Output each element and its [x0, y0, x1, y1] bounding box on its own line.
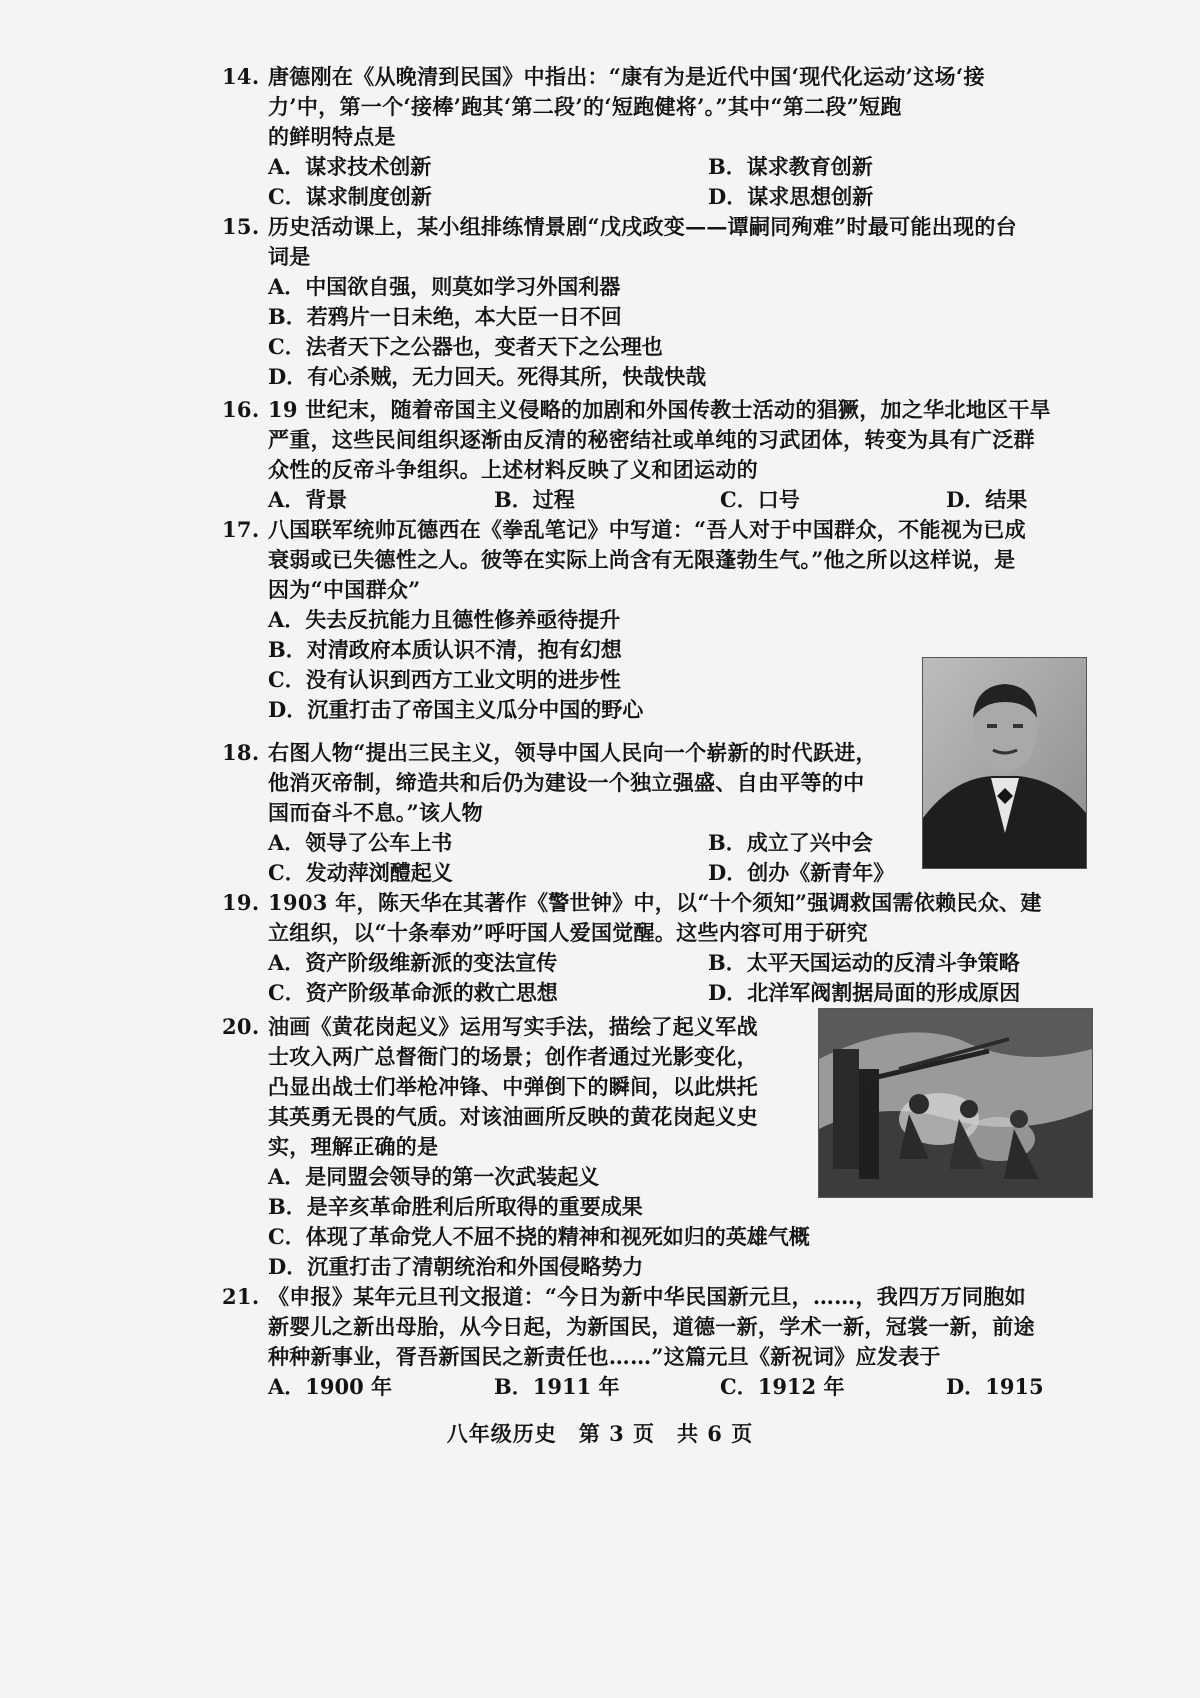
option-c: C．1912 年: [720, 1374, 845, 1399]
question-stem-line: 的鲜明特点是: [268, 124, 396, 149]
option-a: A．背景: [268, 487, 348, 512]
question-number: 16.: [222, 397, 260, 422]
option-c: C．口号: [720, 487, 800, 512]
question-stem-line: 其英勇无畏的气质。对该油画所反映的黄花岗起义史: [268, 1104, 758, 1129]
question-number: 18.: [222, 740, 260, 765]
option-a: A．是同盟会领导的第一次武装起义: [268, 1164, 600, 1189]
option-b: B．谋求教育创新: [708, 154, 873, 179]
question-stem-line: 士攻入两广总督衙门的场景；创作者通过光影变化，: [268, 1044, 758, 1069]
question-stem-line: 衰弱或已失德性之人。彼等在实际上尚含有无限蓬勃生气。”他之所以这样说，是: [268, 547, 1016, 572]
question-number: 19.: [222, 890, 260, 915]
option-a: A．失去反抗能力且德性修养亟待提升: [268, 607, 621, 632]
question-15: [222, 212, 1102, 392]
question-stem-line: 国而奋斗不息。”该人物: [268, 800, 483, 825]
option-d: D．结果: [946, 487, 1028, 512]
question-16: [222, 395, 1102, 515]
question-21: [222, 1282, 1102, 1402]
option-a: A．谋求技术创新: [268, 154, 432, 179]
option-c: C．法者天下之公器也，变者天下之公理也: [268, 334, 663, 359]
question-stem-line: 立组织，以“十条奉劝”呼吁国人爱国觉醒。这些内容可用于研究: [268, 920, 868, 945]
question-stem-line: 八国联军统帅瓦德西在《拳乱笔记》中写道：“吾人对于中国群众，不能视为已成: [268, 517, 1026, 542]
option-c: C．资产阶级革命派的救亡思想: [268, 980, 558, 1005]
question-stem-line: 唐德刚在《从晚清到民国》中指出：“康有为是近代中国‘现代化运动’这场‘接: [268, 64, 985, 89]
option-b: B．过程: [494, 487, 575, 512]
question-number: 17.: [222, 517, 260, 542]
question-19: [222, 888, 1102, 1008]
option-d: D．沉重打击了清朝统治和外国侵略势力: [268, 1254, 644, 1279]
question-stem-line: 严重，这些民间组织逐渐由反清的秘密结社或单纯的习武团体，转变为具有广泛群: [268, 427, 1035, 452]
question-14: [222, 62, 1102, 212]
question-stem-line: 众性的反帝斗争组织。上述材料反映了义和团运动的: [268, 457, 758, 482]
question-number: 15.: [222, 214, 260, 239]
option-b: B．是辛亥革命胜利后所取得的重要成果: [268, 1194, 643, 1219]
question-stem-line: 19 世纪末，随着帝国主义侵略的加剧和外国传教士活动的猖獗，加之华北地区干旱: [268, 397, 1051, 422]
question-stem-line: 1903 年，陈天华在其著作《警世钟》中，以“十个须知”强调救国需依赖民众、建: [268, 890, 1042, 915]
question-number: 14.: [222, 64, 260, 89]
question-stem-line: 力’中，第一个‘接棒’跑其‘第二段’的‘短跑健将’。”其中“第二段”短跑: [268, 94, 902, 119]
option-d: D．有心杀贼，无力回天。死得其所，快哉快哉: [268, 364, 707, 389]
question-stem-line: 历史活动课上，某小组排练情景剧“戊戌政变——谭嗣同殉难”时最可能出现的台: [268, 214, 1017, 239]
option-c: C．发动萍浏醴起义: [268, 860, 453, 885]
option-b: B．成立了兴中会: [708, 830, 873, 855]
question-stem-line: 词是: [268, 244, 311, 269]
option-b: B．1911 年: [494, 1374, 620, 1399]
question-stem-line: 实，理解正确的是: [268, 1134, 439, 1159]
option-d: D．创办《新青年》: [708, 860, 895, 885]
option-b: B．若鸦片一日未绝，本大臣一日不回: [268, 304, 622, 329]
option-a: A．1900 年: [268, 1374, 393, 1399]
option-b: B．对清政府本质认识不清，抱有幻想: [268, 637, 622, 662]
question-18: [222, 738, 922, 888]
option-a: A．中国欲自强，则莫如学习外国利器: [268, 274, 621, 299]
option-b: B．太平天国运动的反清斗争策略: [708, 950, 1020, 975]
question-stem-line: 他消灭帝制，缔造共和后仍为建设一个独立强盛、自由平等的中: [268, 770, 865, 795]
option-d: D．谋求思想创新: [708, 184, 874, 209]
question-stem-line: 因为“中国群众”: [268, 577, 421, 602]
option-c: C．谋求制度创新: [268, 184, 432, 209]
question-stem-line: 种种新事业，胥吾新国民之新责任也……”这篇元旦《新祝词》应发表于: [268, 1344, 941, 1369]
option-c: C．体现了革命党人不屈不挠的精神和视死如归的英雄气概: [268, 1224, 810, 1249]
option-c: C．没有认识到西方工业文明的进步性: [268, 667, 621, 692]
option-d: D．沉重打击了帝国主义瓜分中国的野心: [268, 697, 644, 722]
page-footer: 八年级历史 第 3 页 共 6 页: [446, 1421, 754, 1446]
question-stem-line: 凸显出战士们举枪冲锋、中弹倒下的瞬间，以此烘托: [268, 1074, 758, 1099]
question-number: 21.: [222, 1284, 260, 1309]
option-a: A．领导了公车上书: [268, 830, 453, 855]
question-20: [222, 1012, 1102, 1282]
question-stem-line: 新婴儿之新出母胎，从今日起，为新国民，道德一新，学术一新，冠裳一新，前途: [268, 1314, 1035, 1339]
option-a: A．资产阶级维新派的变法宣传: [268, 950, 558, 975]
question-stem-line: 油画《黄花岗起义》运用写实手法，描绘了起义军战: [268, 1014, 758, 1039]
question-stem-line: 《申报》某年元旦刊文报道：“今日为新中华民国新元旦，……，我四万万同胞如: [268, 1284, 1026, 1309]
option-d: D．北洋军阀割据局面的形成原因: [708, 980, 1021, 1005]
question-stem-line: 右图人物“提出三民主义，领导中国人民向一个崭新的时代跃进，: [268, 740, 877, 765]
option-d: D．1915: [946, 1374, 1044, 1399]
question-number: 20.: [222, 1014, 260, 1039]
